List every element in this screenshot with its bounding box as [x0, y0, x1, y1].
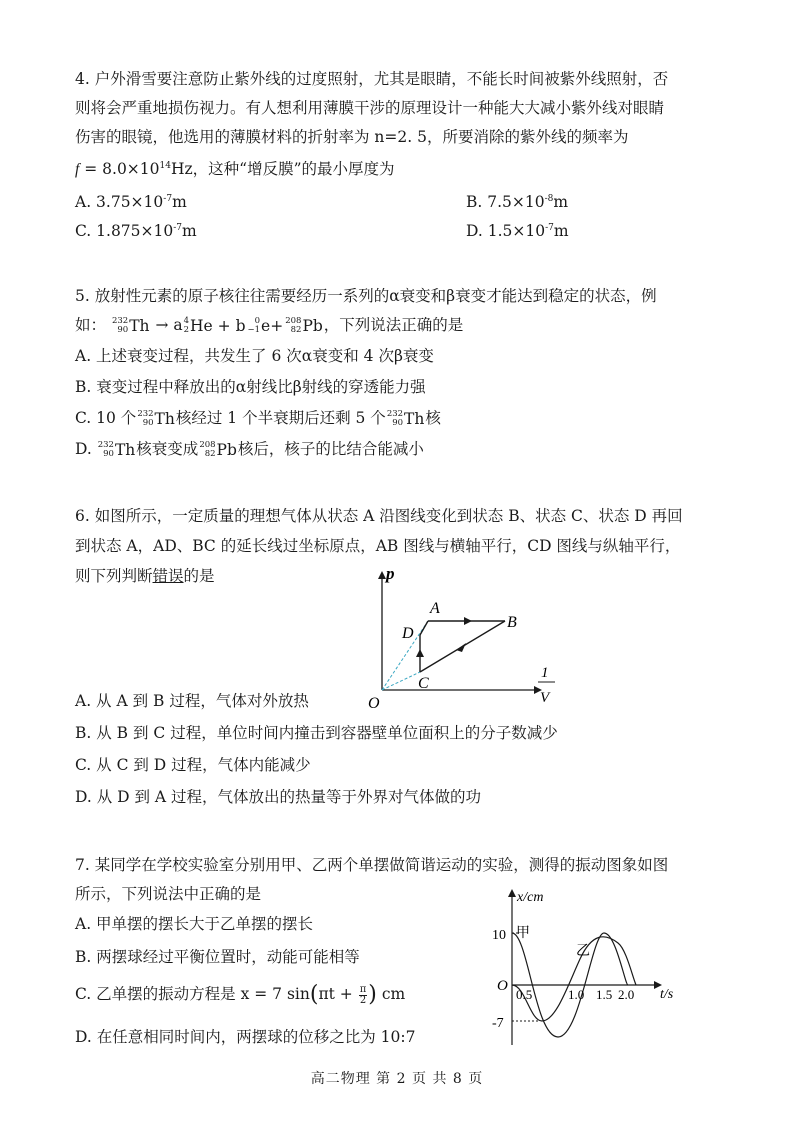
th-mass: 232	[111, 316, 129, 326]
q7-y-axis-label: x/cm	[517, 890, 544, 905]
th-symbol: Th	[114, 441, 136, 459]
q7-x-tick-2-0: 2.0	[618, 987, 635, 1002]
q4-stem-line2: 则将会严重地损伤视力。有人想利用薄膜干涉的原理设计一种能大大减小紫外线对眼睛	[75, 99, 665, 117]
q7-y-top-label: 10	[492, 928, 506, 943]
he-mass: 4	[183, 316, 190, 326]
q4-option-c-base: C. 1.875×10	[75, 222, 174, 241]
q7-stem-line1: 7. 某同学在学校实验室分别用甲、乙两个单摆做简谐运动的实验，测得的振动图象如图	[75, 856, 669, 874]
th-number: 90	[392, 418, 404, 428]
pb-symbol: Pb	[302, 317, 323, 335]
pb-number: 82	[290, 325, 302, 335]
q7-option-c	[75, 983, 405, 1006]
q5-d-mid: 核衰变成	[136, 440, 199, 458]
q6-point-b-label: B	[507, 614, 517, 631]
q4-stem-line4	[75, 155, 395, 181]
q6-origin-label: O	[368, 695, 380, 712]
q7-oscillation-diagram	[480, 885, 680, 1050]
q6-stem-line2: 到状态 A，AD、BC 的延长线过坐标原点，AB 图线与横轴平行，CD 图线与纵轴平行，	[75, 537, 681, 555]
nuclide-th	[98, 439, 136, 461]
q7-c-open-paren: (	[309, 982, 319, 1007]
q7-c-formula-inner: πt +	[318, 985, 358, 1003]
q7-stem-line2: 所示，下列说法中正确的是	[75, 885, 262, 903]
q7-x-tick-1-5: 1.5	[596, 987, 613, 1002]
he-symbol: He + b	[190, 317, 246, 335]
q4-option-c-unit: m	[182, 222, 197, 241]
q7-origin-label: O	[497, 978, 508, 994]
q7-label-yi: 乙	[576, 944, 590, 959]
q5-c-pre: C. 10 个	[75, 409, 137, 427]
q6-point-c-label: C	[418, 675, 429, 692]
q4-option-d-unit: m	[553, 222, 569, 241]
he-number: 2	[183, 325, 190, 335]
q4-stem-line3: 伤害的眼镜，他选用的薄膜材料的折射率为 n=2. 5，所要消除的紫外线的频率为	[75, 128, 629, 146]
q6-stem-line3	[75, 565, 215, 587]
q5-c-end: 核	[425, 409, 441, 427]
q4-option-c-exp: -7	[173, 223, 183, 233]
q6-option-a: A. 从 A 到 B 过程，气体对外放热	[75, 692, 309, 710]
q6-stem-line1: 6. 如图所示，一定质量的理想气体从状态 A 沿图线变化到状态 B、状态 C、状态 D 再回	[75, 507, 683, 525]
th-number: 90	[142, 418, 154, 428]
q7-y-bottom-label: -7	[492, 1016, 504, 1031]
q6-x-axis-numerator: 1	[541, 665, 549, 681]
q7-x-tick-1-0: 1.0	[568, 987, 585, 1002]
q5-c-mid: 核经过 1 个半衰期后还剩 5 个	[175, 409, 386, 427]
e-mass: 0	[254, 316, 261, 326]
th-mass: 232	[137, 409, 154, 419]
q4-frequency-symbol: f	[75, 161, 80, 179]
q5-option-b: B. 衰变过程中释放出的α射线比β射线的穿透能力强	[75, 378, 426, 396]
q4-option-c	[75, 217, 197, 242]
q4-frequency-exp: 14	[159, 161, 171, 171]
q4-option-b-unit: m	[553, 193, 569, 212]
q6-line3-pre: 则下列判断	[75, 567, 153, 585]
q4-stem-line1: 4. 户外滑雪要注意防止紫外线的过度照射，尤其是眼睛，不能长时间被紫外线照射，否	[75, 70, 669, 88]
q6-x-axis-denominator: V	[540, 690, 550, 706]
pb-number: 82	[204, 449, 216, 459]
q5-d-pre: D.	[75, 440, 97, 458]
nuclide-pb	[285, 315, 323, 337]
q5-option-a: A. 上述衰变过程，共发生了 6 次α衰变和 4 次β衰变	[75, 347, 434, 365]
q4-option-d	[466, 217, 569, 242]
th-symbol: Th	[129, 317, 150, 335]
q4-option-b-exp: -8	[544, 194, 554, 204]
q4-option-d-base: D. 1.5×10	[466, 222, 546, 241]
q4-frequency-value: = 8.0×10	[79, 160, 160, 179]
pb-symbol: Pb	[216, 441, 237, 459]
q6-arrow-bc	[456, 643, 466, 652]
q4-option-a-exp: -7	[163, 194, 173, 204]
q6-emphasis-wrong: 错误	[152, 567, 184, 585]
q6-pv-diagram	[360, 565, 570, 715]
q6-arrow-ab	[464, 617, 472, 625]
q6-option-c: C. 从 C 到 D 过程，气体内能减少	[75, 756, 311, 774]
q5-stem-line2	[75, 314, 463, 337]
nuclide-th	[137, 408, 175, 430]
th-symbol: Th	[404, 410, 425, 428]
pb-mass: 208	[199, 440, 216, 450]
q6-option-d: D. 从 D 到 A 过程，气体放出的热量等于外界对气体做的功	[75, 788, 482, 806]
q7-c-frac-num: π	[359, 983, 367, 995]
q7-option-b: B. 两摆球经过平衡位置时，动能可能相等	[75, 948, 360, 966]
q4-option-b	[466, 188, 568, 213]
q4-option-b-base: B. 7.5×10	[466, 193, 545, 212]
nuclide-pb	[199, 439, 237, 461]
q5-suffix: ，下列说法正确的是	[323, 316, 464, 334]
q7-c-close-paren: )	[368, 982, 377, 1007]
q7-option-d: D. 在任意相同时间内，两摆球的位移之比为 10:7	[75, 1028, 416, 1046]
nuclide-th	[387, 408, 425, 430]
q5-option-c	[75, 407, 441, 430]
q7-x-tick-0-5: 0.5	[516, 987, 533, 1002]
q4-option-a-unit: m	[172, 193, 187, 212]
q6-point-a-label: A	[430, 600, 440, 617]
q5-option-d	[75, 438, 424, 461]
q5-stem-line1: 5. 放射性元素的原子核往往需要经历一系列的α衰变和β衰变才能达到稳定的状态，例	[75, 287, 657, 305]
q5-prefix: 如：	[75, 316, 107, 334]
q4-option-a	[75, 188, 187, 213]
q6-line3-post: 的是	[183, 567, 215, 585]
th-mass: 232	[97, 440, 114, 450]
th-symbol: Th	[154, 410, 175, 428]
q6-point-d-label: D	[402, 625, 414, 642]
q7-x-axis-label: t/s	[660, 987, 674, 1002]
pb-mass: 208	[285, 316, 302, 326]
q7-option-a: A. 甲单摆的摆长大于乙单摆的摆长	[75, 915, 314, 933]
q6-segment-da	[420, 621, 428, 635]
q4-option-a-base: A. 3.75×10	[75, 193, 164, 212]
nuclide-th	[112, 315, 150, 337]
th-number: 90	[103, 449, 114, 459]
q4-stem-tail: Hz，这种“增反膜”的最小厚度为	[170, 160, 395, 179]
nuclide-he	[184, 315, 246, 337]
th-number: 90	[117, 325, 129, 335]
q6-arrow-cd	[416, 649, 424, 657]
q7-c-unit: cm	[376, 985, 406, 1003]
q6-y-axis-label: p	[386, 565, 395, 583]
q5-d-end: 核后，核子的比结合能减小	[237, 440, 424, 458]
q7-c-formula-start: C. 乙单摆的振动方程是 x = 7 sin	[75, 985, 310, 1003]
q7-label-jia: 甲	[516, 926, 530, 941]
q7-c-fraction	[359, 985, 368, 1006]
q6-option-b: B. 从 B 到 C 过程，单位时间内撞击到容器壁单位面积上的分子数减少	[75, 724, 558, 742]
q7-c-frac-den: 2	[359, 994, 367, 1006]
th-mass: 232	[386, 409, 404, 419]
page-footer: 高二物理 第 2 页 共 8 页	[310, 1071, 484, 1087]
e-symbol: e+	[261, 317, 284, 335]
e-number: −1	[247, 325, 261, 335]
reaction-arrow: → a	[150, 316, 183, 334]
q4-option-d-exp: -7	[545, 223, 554, 233]
nuclide-e	[248, 315, 284, 337]
